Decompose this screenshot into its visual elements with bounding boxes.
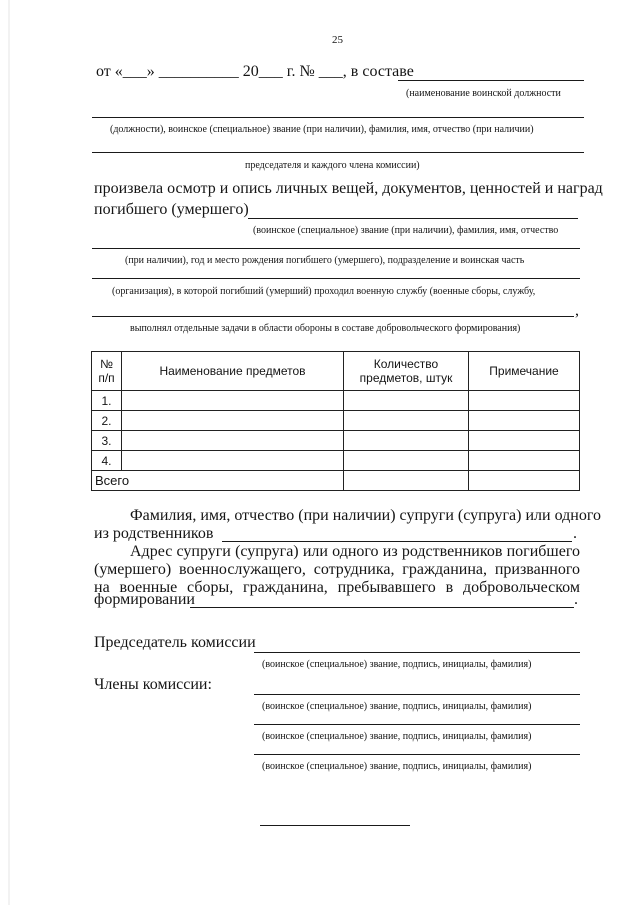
row-number: 4. <box>92 451 122 471</box>
relatives-line-2: из родственников <box>94 525 214 542</box>
address-line-1: Адрес супруги (супруга) или одного из родственников погибшего <box>130 543 580 560</box>
member-signature-line-3 <box>254 754 580 755</box>
caption-position: (наименование воинской должности <box>406 88 561 99</box>
rank-fill-line <box>92 117 584 118</box>
cell-qty <box>344 431 469 451</box>
relatives-line-1: Фамилия, имя, отчество (при наличии) супруги (супруга) или одного <box>130 507 601 524</box>
cell-qty <box>344 391 469 411</box>
relative-name-fill-line <box>222 541 572 542</box>
member-signature-caption-1: (воинское (специальное) звание, подпись, инициалы, фамилия) <box>262 701 532 712</box>
cell-qty <box>344 411 469 431</box>
total-note <box>469 471 580 491</box>
cell-name <box>122 411 344 431</box>
member-signature-caption-3: (воинское (специальное) звание, подпись, инициалы, фамилия) <box>262 761 532 772</box>
chair-signature-caption: (воинское (специальное) звание, подпись, инициалы, фамилия) <box>262 659 532 670</box>
caption-deceased-3: (организация), в которой погибший (умерший) проходил военную службу (военные сборы, службу, <box>112 286 536 297</box>
deceased-fill-line-3 <box>92 278 580 279</box>
table-row <box>92 411 580 431</box>
member-signature-line-2 <box>254 724 580 725</box>
chair-signature-line <box>254 652 580 653</box>
cell-note <box>469 431 580 451</box>
member-signature-line-1 <box>254 694 580 695</box>
page-number: 25 <box>332 34 343 46</box>
trailing-comma: , <box>575 302 579 319</box>
caption-deceased-1: (воинское (специальное) звание (при наличии), фамилия, имя, отчество <box>253 225 559 236</box>
row-number: 3. <box>92 431 122 451</box>
address-line-4-end: . <box>574 591 578 608</box>
position-fill-line <box>398 80 584 81</box>
address-line-2: (умершего) военнослужащего, сотрудника, гражданина, призванного <box>94 561 580 578</box>
cell-note <box>469 411 580 431</box>
header-note: Примечание <box>469 352 580 391</box>
header-date-line: от «___» __________ 20___ г. № ___, в составе <box>96 63 414 80</box>
relatives-line-2-end: . <box>573 525 577 542</box>
row-number: 2. <box>92 411 122 431</box>
member-signature-caption-2: (воинское (специальное) звание, подпись, инициалы, фамилия) <box>262 731 532 742</box>
caption-deceased-2: (при наличии), год и место рождения погибшего (умершего), подразделение и воинская часть <box>125 255 525 266</box>
caption-rank-name: (должности), воинское (специальное) звание (при наличии), фамилия, имя, отчество (при наличии) <box>110 124 534 135</box>
chair-fill-line <box>92 152 584 153</box>
header-qty: Количество предметов, штук <box>344 352 469 391</box>
table-total-row <box>92 471 580 491</box>
inspection-line-1: произвела осмотр и опись личных вещей, документов, ценностей и наград <box>94 180 603 197</box>
inspection-line-2: погибшего (умершего) <box>94 201 249 218</box>
caption-chair: председателя и каждого члена комиссии) <box>245 160 420 171</box>
cell-name <box>122 431 344 451</box>
total-qty <box>344 471 469 491</box>
cell-note <box>469 391 580 411</box>
end-of-document-line <box>260 825 410 826</box>
header-num: № п/п <box>92 352 122 391</box>
deceased-fill-line-2 <box>92 248 580 249</box>
table-row <box>92 431 580 451</box>
scan-edge <box>8 0 10 905</box>
row-number: 1. <box>92 391 122 411</box>
header-name: Наименование предметов <box>122 352 344 391</box>
table-header-row <box>92 352 580 391</box>
cell-name <box>122 391 344 411</box>
caption-deceased-4: выполнял отдельные задачи в области обороны в составе добровольческого формирования) <box>130 323 521 334</box>
deceased-fill-line <box>248 218 578 219</box>
address-line-3: на военные сборы, гражданина, пребывавшего в добровольческом <box>94 579 580 596</box>
cell-note <box>469 451 580 471</box>
address-fill-line <box>190 607 574 608</box>
table-row <box>92 391 580 411</box>
items-table <box>91 351 580 491</box>
cell-name <box>122 451 344 471</box>
cell-qty <box>344 451 469 471</box>
table-row <box>92 451 580 471</box>
chair-label: Председатель комиссии <box>94 634 256 651</box>
address-line-4: формировании <box>94 591 195 608</box>
members-label: Члены комиссии: <box>94 676 212 693</box>
total-label: Всего <box>92 471 344 491</box>
deceased-fill-line-4 <box>92 316 574 317</box>
